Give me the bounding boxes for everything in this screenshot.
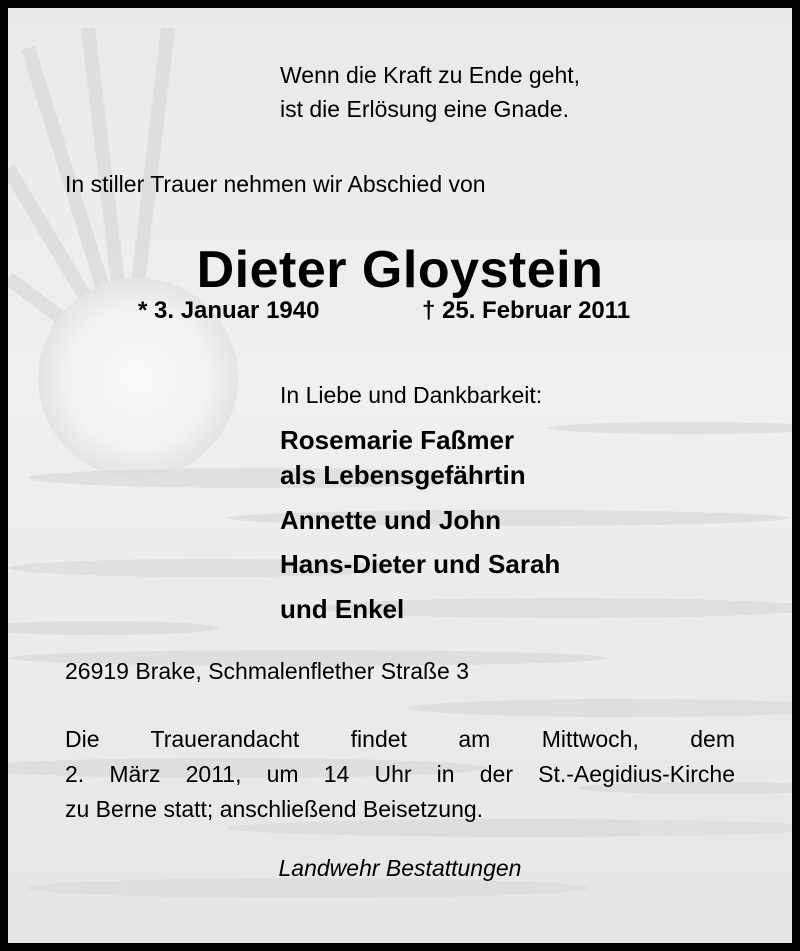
mourner-line: und Enkel [280, 594, 405, 624]
quote-line-2: ist die Erlösung eine Gnade. [280, 96, 569, 122]
service-line-1: Die Trauerandacht findet am Mittwoch, dem [65, 726, 735, 752]
undertaker: Landwehr Bestattungen [278, 855, 522, 881]
service-line-3: zu Berne statt; anschließend Beisetzung. [65, 796, 484, 822]
mourner-line: Hans-Dieter und Sarah [280, 549, 561, 579]
quote-line-1: Wenn die Kraft zu Ende geht, [280, 62, 581, 88]
service-line-2: 2. März 2011, um 14 Uhr in der St.-Aegidius-Kirche [65, 761, 735, 787]
deceased-name: Dieter Gloystein [196, 241, 604, 299]
mourner-line: Annette und John [280, 505, 501, 535]
mourners-heading: In Liebe und Dankbarkeit: [280, 382, 543, 408]
mourner-line: Rosemarie Faßmer [280, 425, 515, 455]
death-date: † 25. Februar 2011 [422, 297, 631, 324]
birth-date: * 3. Januar 1940 [138, 297, 320, 324]
service-notice [65, 722, 735, 827]
address: 26919 Brake, Schmalenflether Straße 3 [65, 658, 470, 684]
mourner-line: als Lebensgefährtin [280, 460, 526, 490]
intro-text: In stiller Trauer nehmen wir Abschied von [65, 171, 486, 197]
